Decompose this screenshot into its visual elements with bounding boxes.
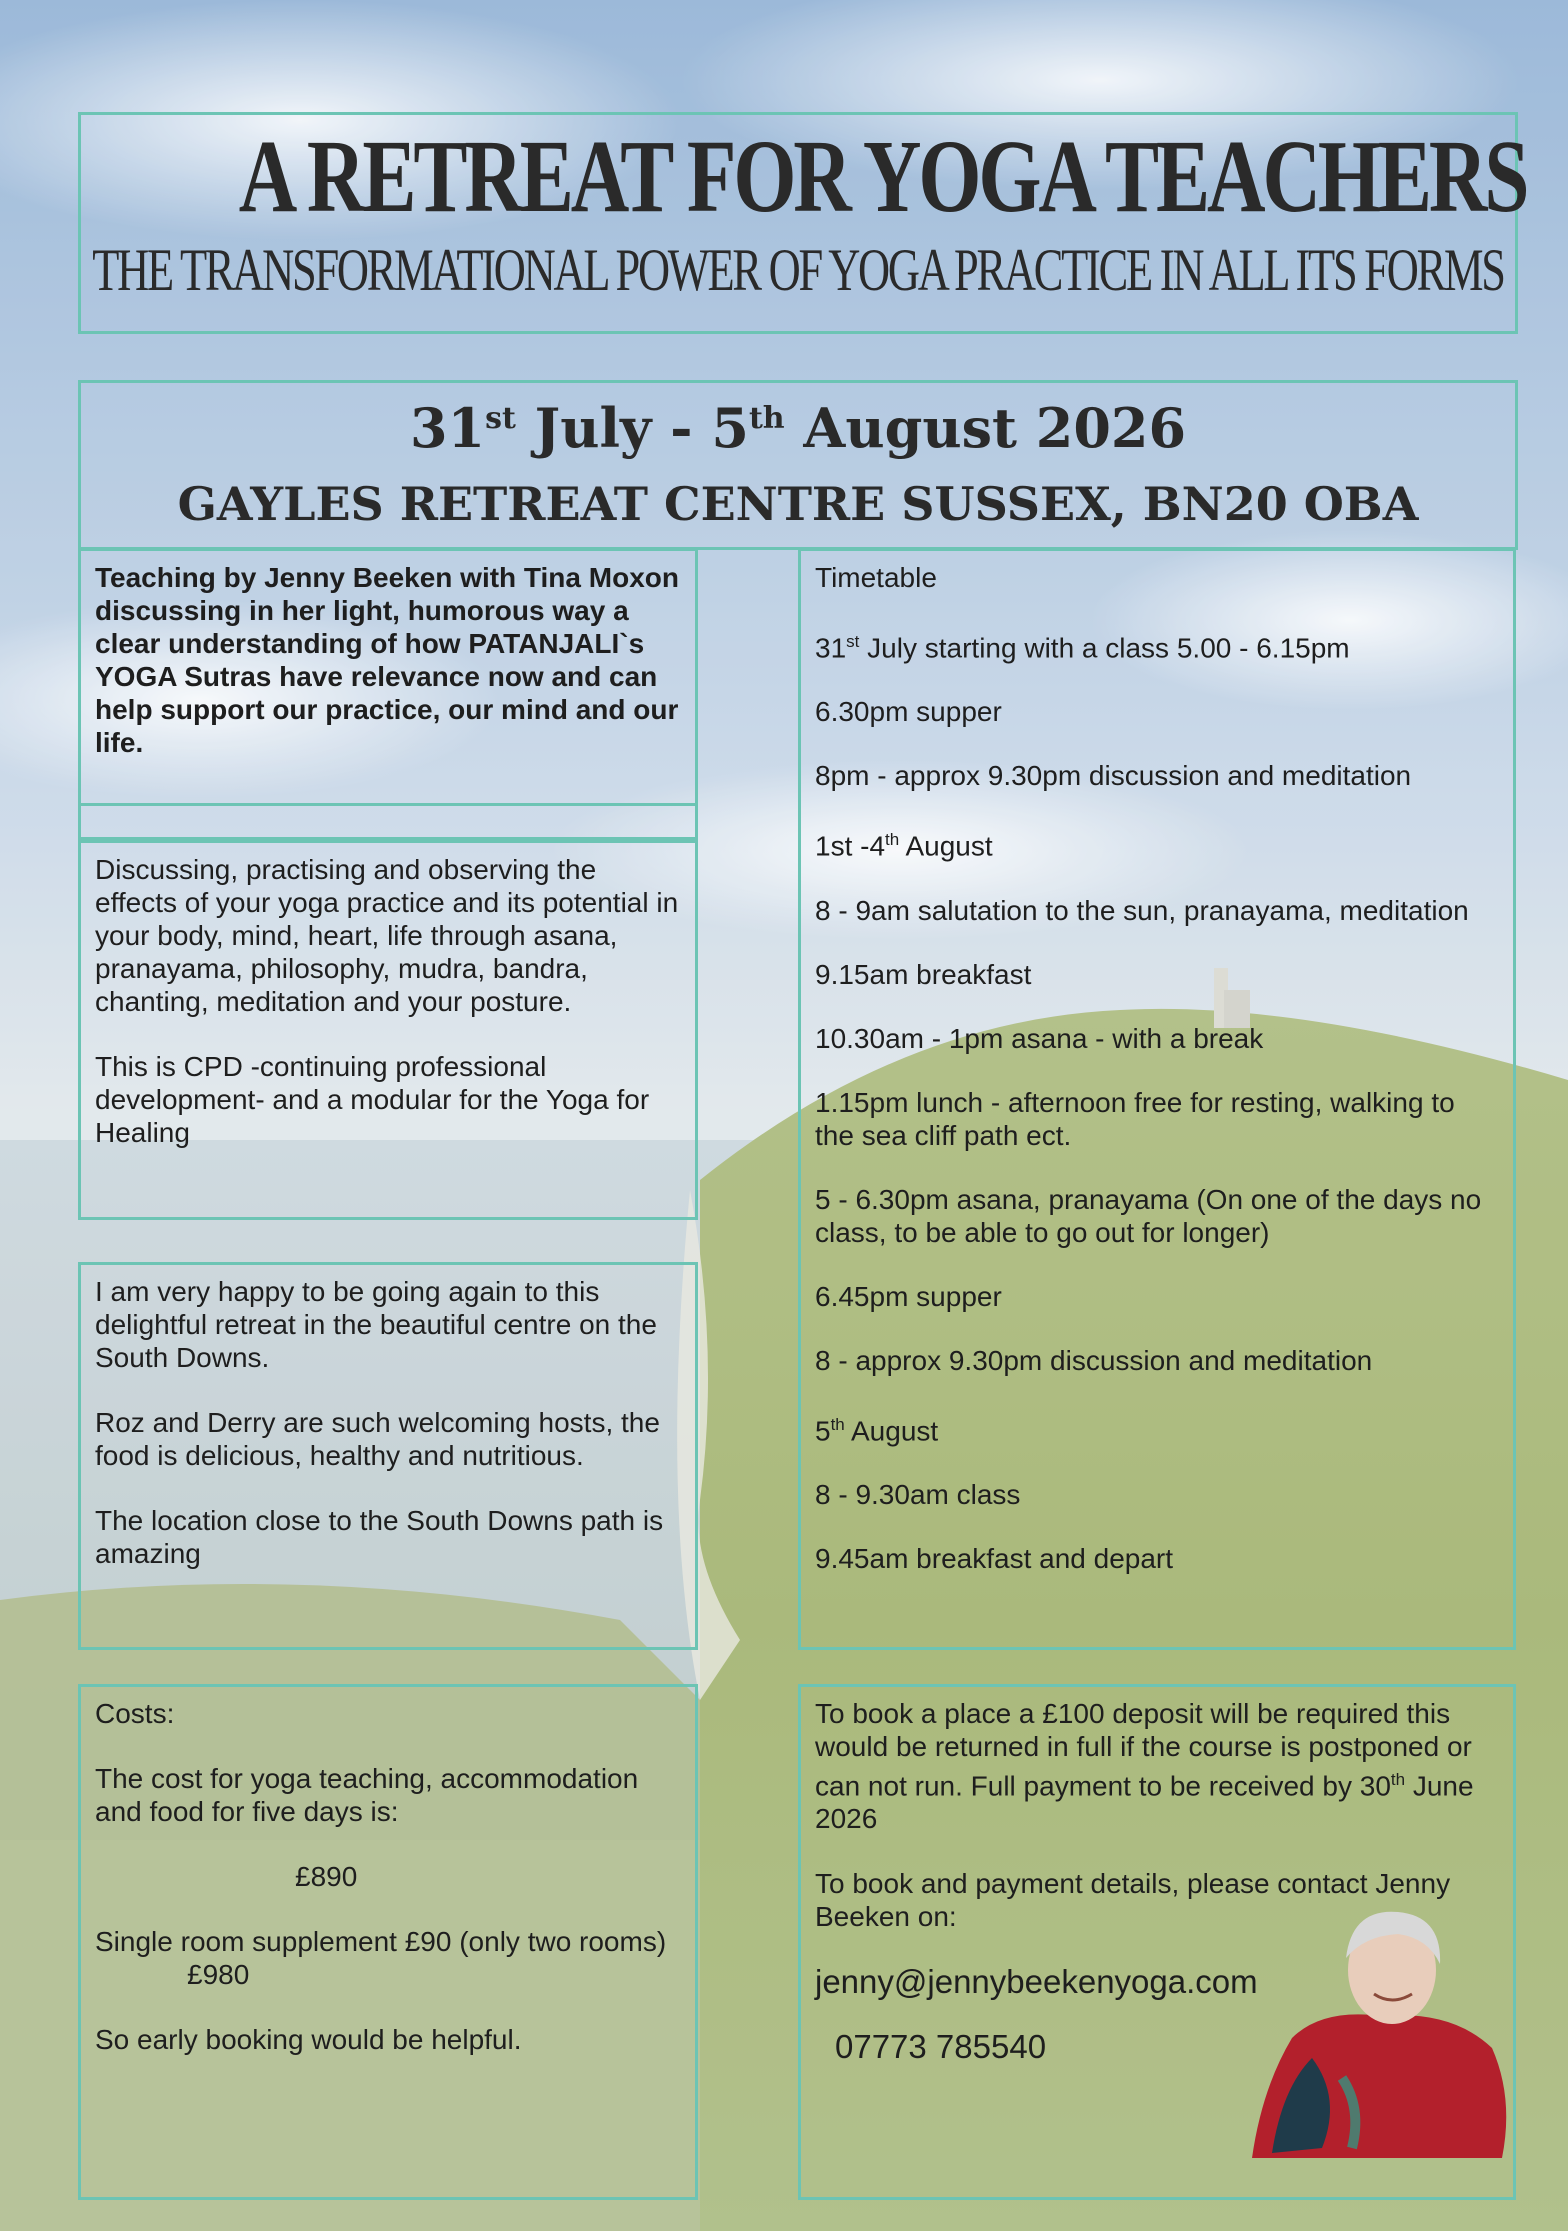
divider-strip bbox=[78, 806, 698, 840]
intro-panel bbox=[78, 548, 698, 806]
costs-text: The cost for yoga teaching, accommodation and food for five days is: bbox=[95, 1763, 639, 1827]
costs-panel bbox=[78, 1684, 698, 2200]
venue-note-2: Roz and Derry are such welcoming hosts, the food is delicious, healthy and nutritious. bbox=[95, 1407, 660, 1471]
timetable-panel bbox=[798, 548, 1516, 1650]
timetable-line: 8 - 9am salutation to the sun, pranayama, meditation bbox=[815, 894, 1469, 926]
date-venue-block bbox=[78, 380, 1518, 550]
teacher-photo bbox=[1252, 1898, 1514, 2158]
costs-heading: Costs: bbox=[95, 1698, 175, 1729]
title-block bbox=[78, 112, 1527, 334]
price: £890 bbox=[295, 1861, 358, 1892]
single-room-text: Single room supplement £90 (only two rooms)£980 bbox=[95, 1926, 667, 1990]
timetable-line: 8 - approx 9.30pm discussion and meditation bbox=[815, 1344, 1373, 1376]
timetable-line: 8 - 9.30am class bbox=[815, 1478, 1021, 1510]
timetable-line: 8pm - approx 9.30pm discussion and meditation bbox=[815, 760, 1412, 792]
practice-text: Discussing, practising and observing the effects of your yoga practice and its potential in your body, mind, heart, life through asana, pranayama, philosophy, mudra, bandra, chanting, meditation and your posture. bbox=[95, 854, 679, 1017]
early-booking-text: So early booking would be helpful. bbox=[95, 2024, 522, 2055]
contact-email[interactable]: jenny@jennybeekenyoga.com bbox=[815, 1963, 1258, 2001]
timetable-line: 31st July starting with a class 5.00 - 6.15pm bbox=[815, 632, 1350, 664]
timetable-line: 5th August bbox=[815, 1414, 939, 1446]
timetable-line: 1st -4th August bbox=[815, 830, 993, 862]
timetable-line: 9.45am breakfast and depart bbox=[815, 1542, 1174, 1574]
timetable-line: 10.30am - 1pm asana - with a break bbox=[815, 1022, 1264, 1054]
timetable-line: 6.30pm supper bbox=[815, 696, 1002, 728]
timetable-heading: Timetable bbox=[815, 562, 937, 593]
booking-text: To book a place a £100 deposit will be required this would be returned in full if the course is postponed or can not run. Full payment to be received by 30th June 2026 bbox=[815, 1698, 1474, 1835]
timetable-line: 5 - 6.30pm asana, pranayama (On one of the days no class, to be able to go out for longer) bbox=[815, 1183, 1482, 1248]
contact-text: To book and payment details, please contact Jenny Beeken on: bbox=[815, 1868, 1451, 1933]
venue-note-1: I am very happy to be going again to this delightful retreat in the beautiful centre on the South Downs. bbox=[95, 1276, 657, 1373]
page-title: A RETREAT FOR YOGA TEACHERS bbox=[238, 119, 1527, 234]
venue-note-3: The location close to the South Downs path is amazing bbox=[95, 1505, 664, 1569]
event-dates: 31st July - 5th August 2026 bbox=[409, 396, 1187, 460]
timetable-line: 6.45pm supper bbox=[815, 1280, 1002, 1312]
timetable-line: 9.15am breakfast bbox=[815, 958, 1032, 990]
venue-notes-panel bbox=[78, 1262, 698, 1650]
timetable-line: 1.15pm lunch - afternoon free for resting, walking to the sea cliff path ect. bbox=[815, 1086, 1455, 1151]
contact-phone[interactable]: 07773 785540 bbox=[835, 2028, 1047, 2066]
practice-panel bbox=[78, 840, 698, 1220]
venue-name: GAYLES RETREAT CENTRE SUSSEX, BN20 OBA bbox=[177, 477, 1419, 531]
cpd-text: This is CPD -continuing professional development- and a modular for the Yoga for Healing bbox=[95, 1051, 650, 1148]
page-subtitle: THE TRANSFORMATIONAL POWER OF YOGA PRACTICE IN ALL ITS FORMS bbox=[92, 237, 1504, 303]
intro-text: Teaching by Jenny Beeken with Tina Moxon discussing in her light, humorous way a clear understanding of how PATANJALI`s YOGA Sutras have relevance now and can help support our practice, our mind and our life. bbox=[95, 562, 679, 758]
